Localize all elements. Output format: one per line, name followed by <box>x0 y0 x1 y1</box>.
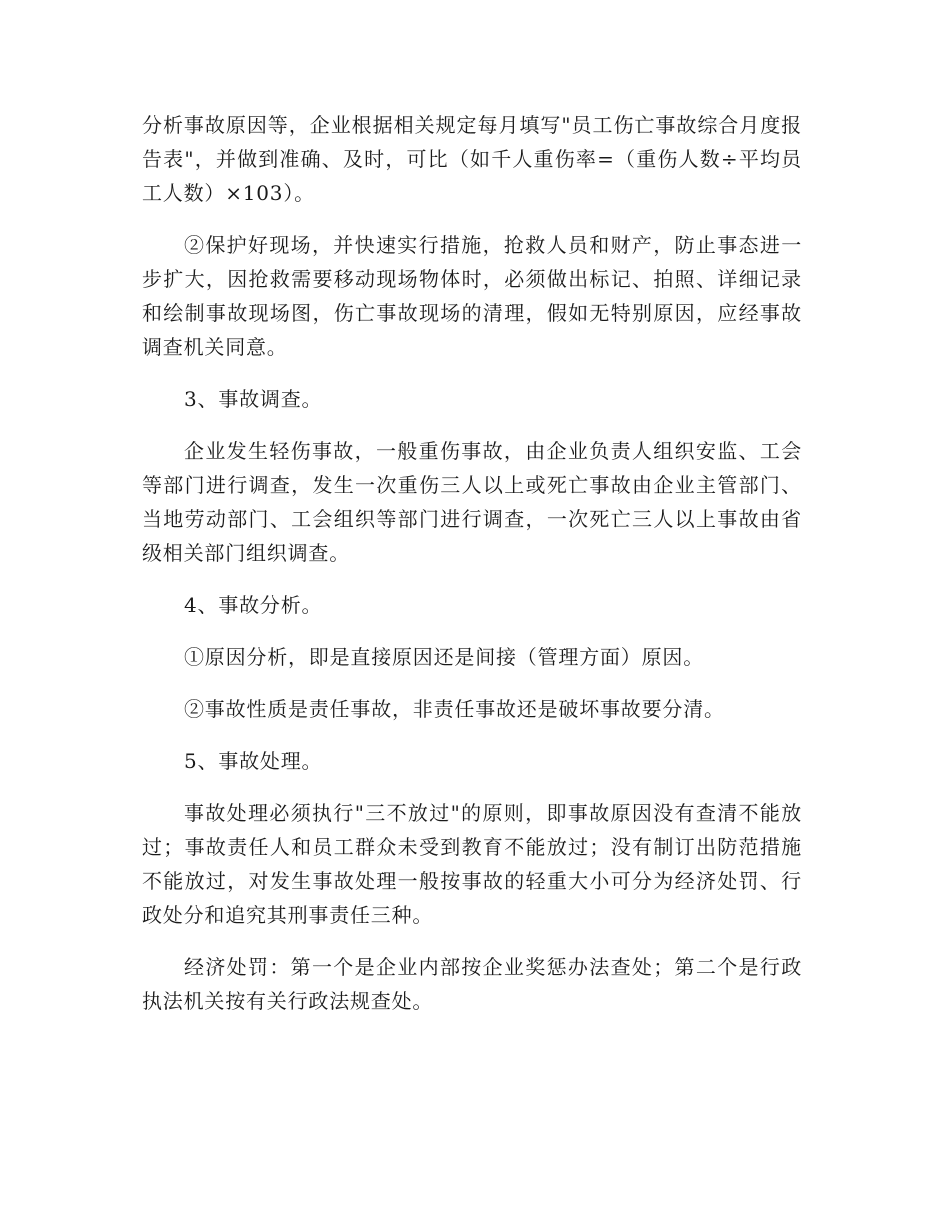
section-heading-investigation: 3、事故调查。 <box>184 387 323 411</box>
section-heading-handling: 5、事故处理。 <box>184 749 323 773</box>
paragraph-nature: ②事故性质是责任事故，非责任事故还是破坏事故要分清。 <box>184 697 725 721</box>
paragraph-economic-penalty: 经济处罚：第一个是企业内部按企业奖惩办法查处；第二个是行政执法机关按有关行政法规查处。 <box>142 955 802 1013</box>
paragraph-continuation: 分析事故原因等，企业根据相关规定每月填写"员工伤亡事故综合月度报告表"，并做到准确、及时，可比（如千人重伤率=（重伤人数÷平均员工人数）×103）。 <box>142 113 802 205</box>
paragraph-cause-analysis: ①原因分析，即是直接原因还是间接（管理方面）原因。 <box>184 645 704 669</box>
section-heading-analysis: 4、事故分析。 <box>184 593 323 617</box>
paragraph-protect-scene: ②保护好现场，并快速实行措施，抢救人员和财产，防止事态进一步扩大，因抢救需要移动现场物体时，必须做出标记、拍照、详细记录和绘制事故现场图，伤亡事故现场的清理，假如无特别原因，应经事故调查机关同意。 <box>142 233 802 359</box>
paragraph-investigation: 企业发生轻伤事故，一般重伤事故，由企业负责人组织安监、工会等部门进行调查，发生一次重伤三人以上或死亡事故由企业主管部门、当地劳动部门、工会组织等部门进行调查，一次死亡三人以上事故由省级相关部门组织调查。 <box>142 439 802 565</box>
paragraph-handling: 事故处理必须执行"三不放过"的原则，即事故原因没有查清不能放过；事故责任人和员工群众未受到教育不能放过；没有制订出防范措施不能放过，对发生事故处理一般按事故的轻重大小可分为经济处罚、行政处分和追究其刑事责任三种。 <box>142 801 802 927</box>
document-body <box>142 108 802 1036</box>
